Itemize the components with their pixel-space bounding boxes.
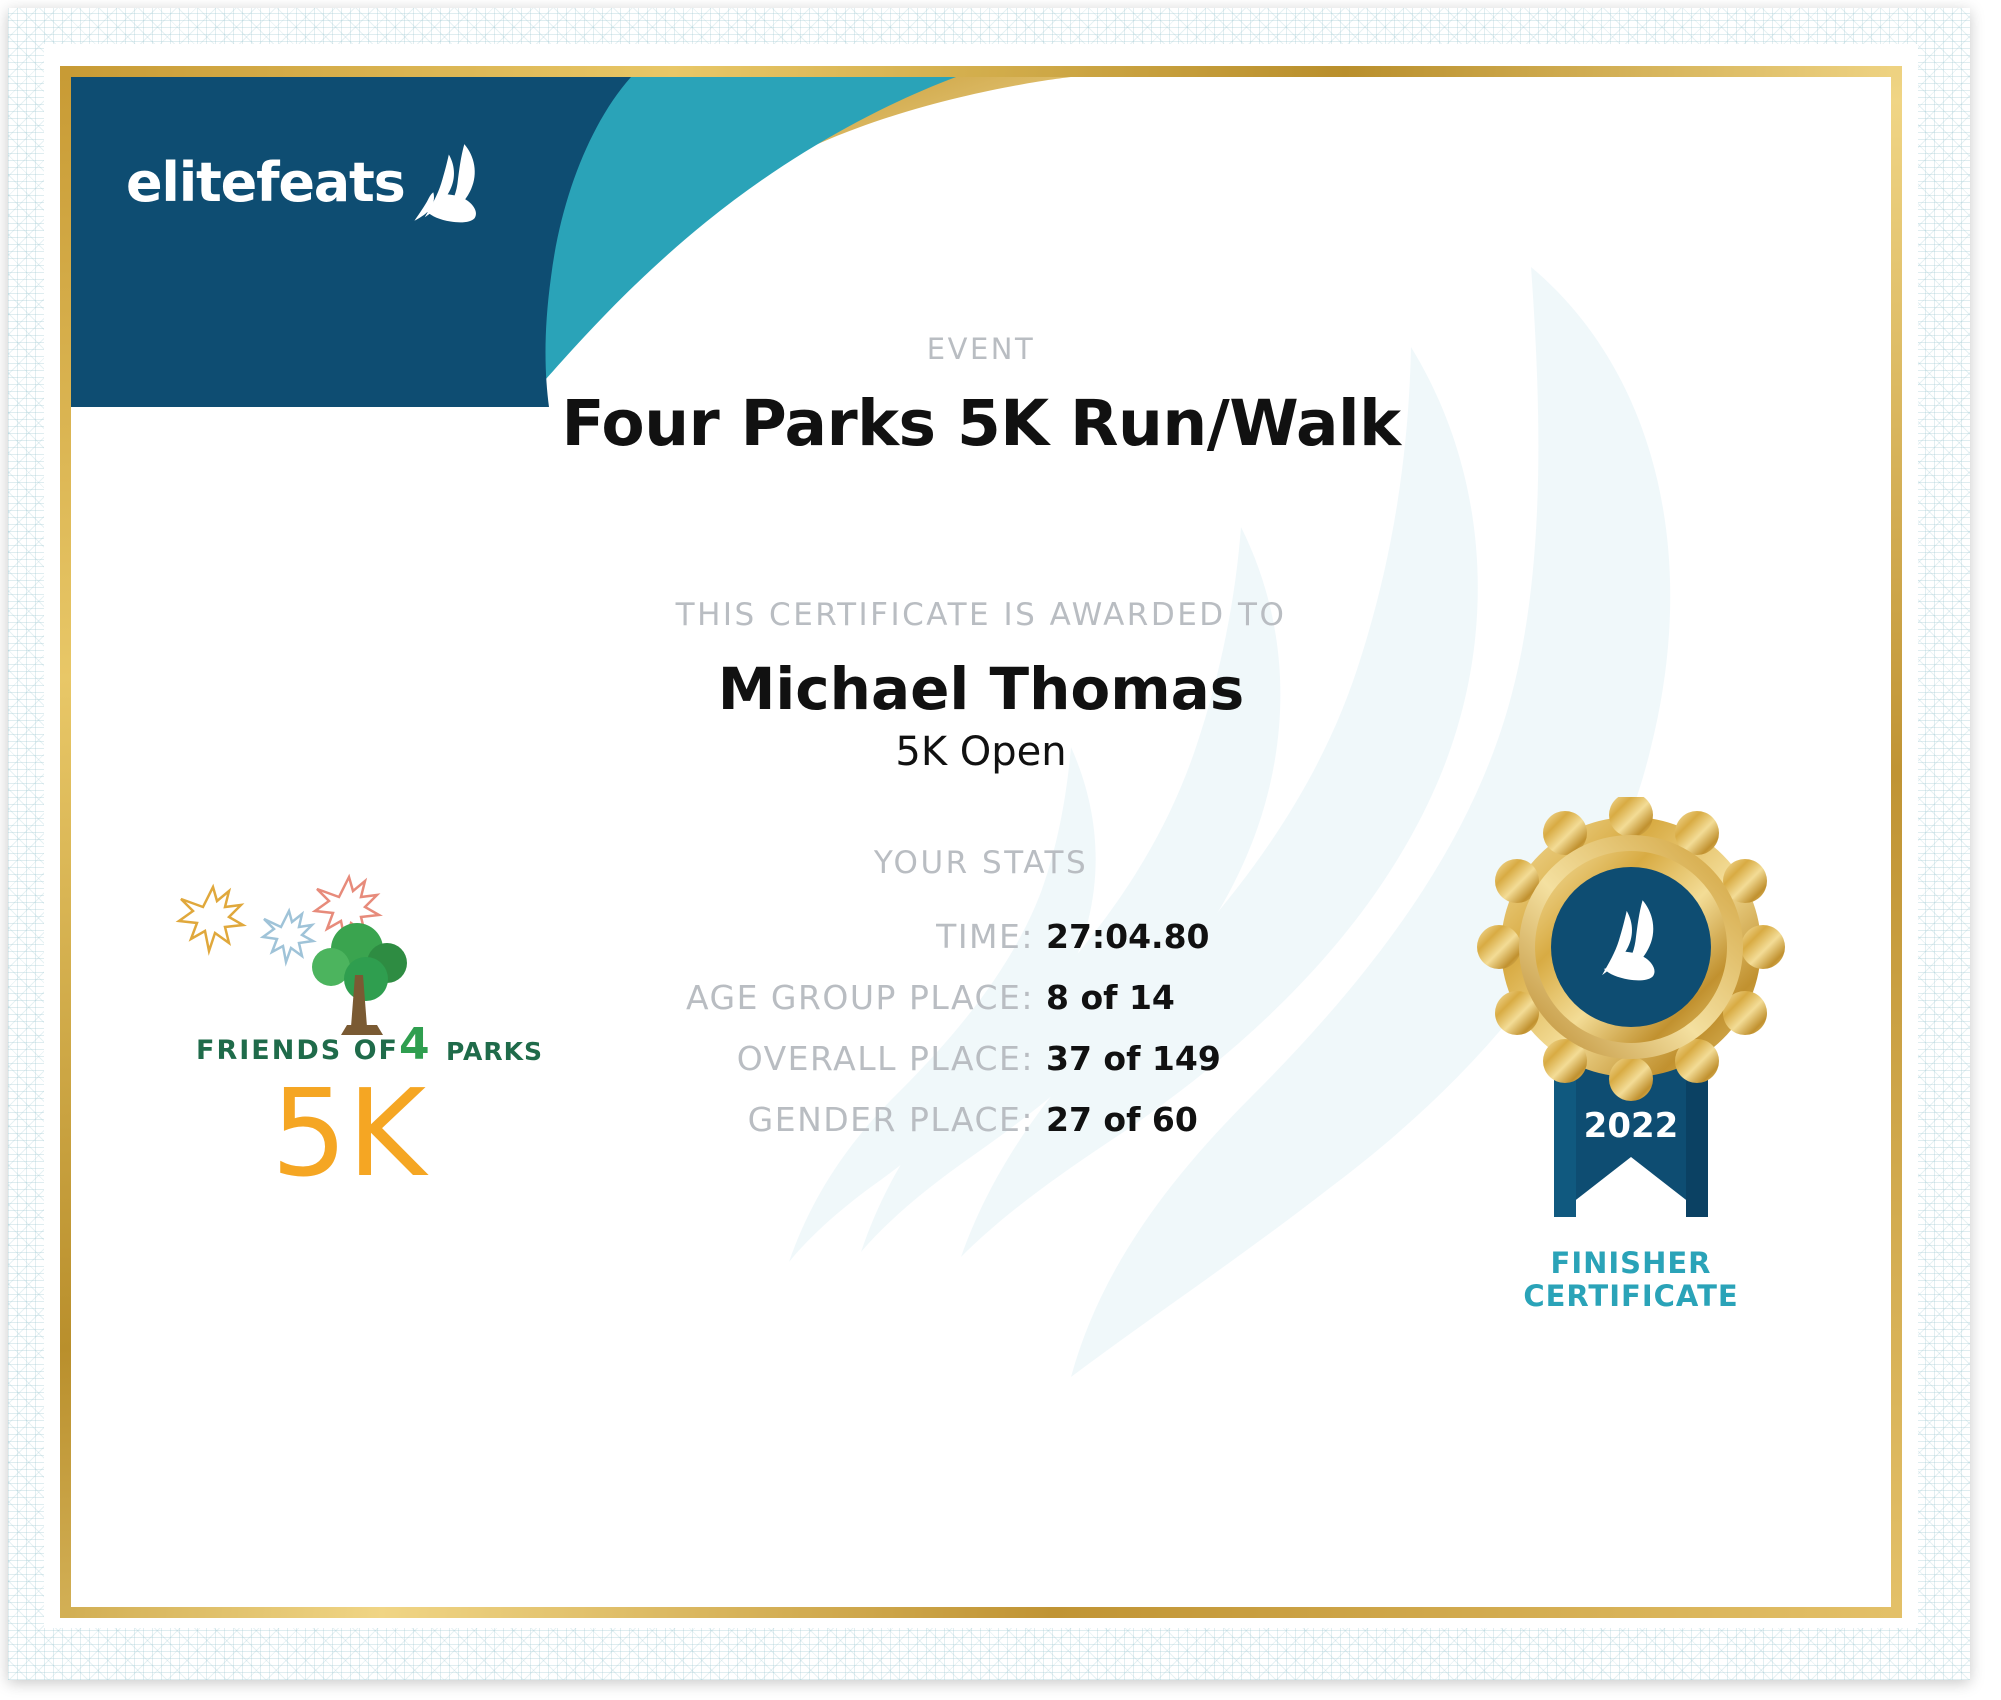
event-label: EVENT [926, 332, 1036, 366]
stat-label-gender-place: GENDER PLACE: [747, 1100, 1034, 1139]
stat-label-age-group-place: AGE GROUP PLACE: [686, 978, 1034, 1017]
division-name: 5K Open [895, 729, 1067, 775]
brand-name: elitefeats [126, 150, 405, 214]
sponsor-distance-5k: 5K [271, 1065, 427, 1204]
stat-value-time: 27:04.80 [1046, 917, 1210, 956]
sponsor-friends-of-text: FRIENDS OF [196, 1035, 399, 1066]
medal-caption-line2: CERTIFICATE [1523, 1279, 1739, 1314]
medal-caption [1466, 1247, 1796, 1314]
certificate-body [71, 77, 1891, 1607]
event-name: Four Parks 5K Run/Walk [561, 387, 1401, 460]
maple-leaf-icon [263, 911, 313, 962]
stat-row [491, 1039, 1231, 1078]
stat-row [491, 1100, 1231, 1139]
finisher-medal-seal [1476, 797, 1786, 1317]
recipient-name: Michael Thomas [717, 655, 1245, 723]
medal-year: 2022 [1583, 1106, 1679, 1146]
sponsor-number-4: 4 [399, 1019, 430, 1070]
sponsor-logo [161, 867, 561, 1227]
stat-value-gender-place: 27 of 60 [1046, 1100, 1198, 1139]
stats-table [491, 917, 1231, 1161]
stat-label-time: TIME: [936, 917, 1034, 956]
stat-row [491, 917, 1231, 956]
awarded-to-label: THIS CERTIFICATE IS AWARDED TO [675, 597, 1287, 633]
stat-label-overall-place: OVERALL PLACE: [736, 1039, 1034, 1078]
stat-value-overall-place: 37 of 149 [1046, 1039, 1221, 1078]
tree-icon [312, 923, 407, 1035]
certificate-content [71, 77, 1891, 1607]
medal-caption-line1: FINISHER [1550, 1246, 1712, 1280]
stat-row [491, 978, 1231, 1017]
sponsor-parks-text: PARKS [446, 1037, 544, 1066]
maple-leaf-icon [179, 887, 243, 951]
stat-value-age-group-place: 8 of 14 [1046, 978, 1175, 1017]
your-stats-label: YOUR STATS [873, 845, 1089, 881]
